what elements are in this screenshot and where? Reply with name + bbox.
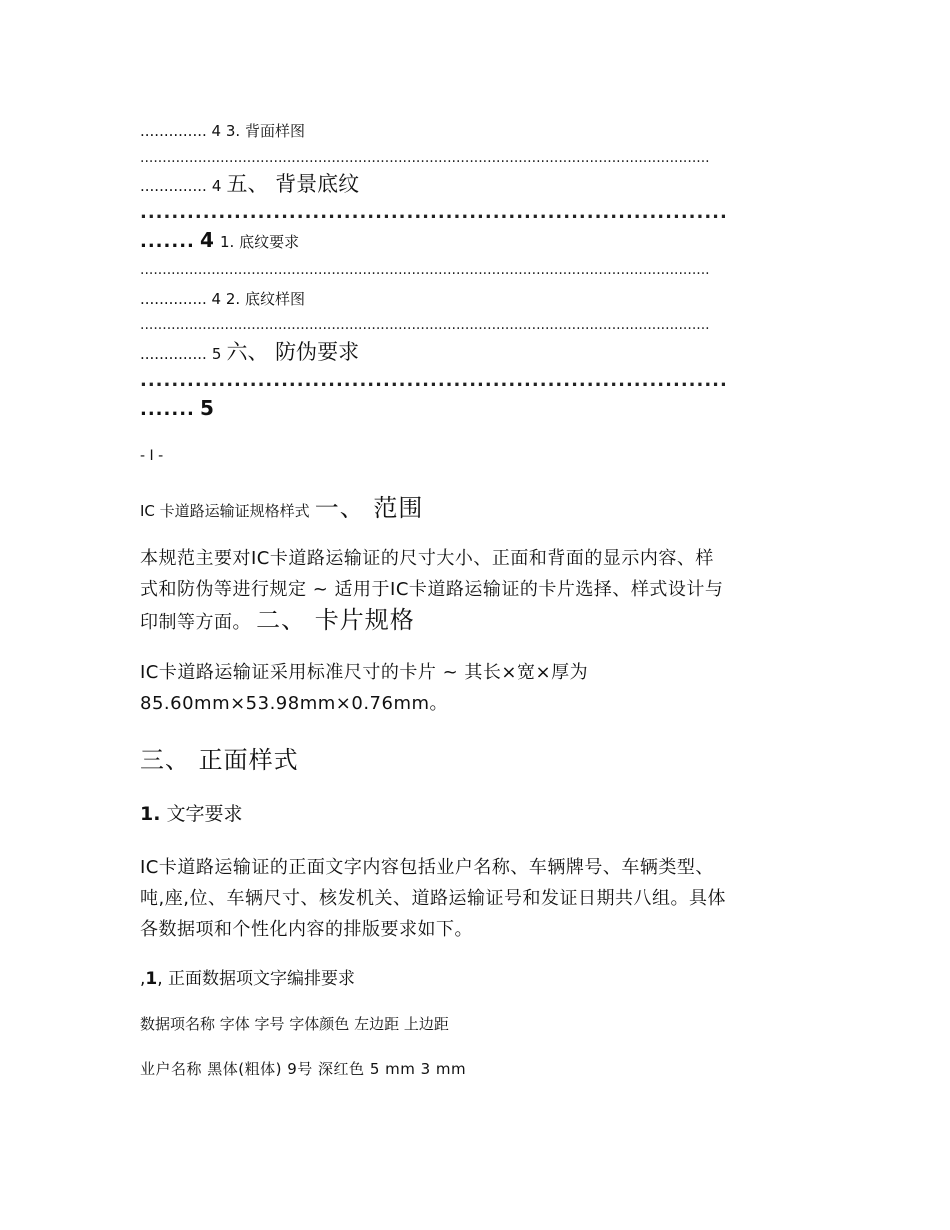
toc-page-number: 4 bbox=[211, 290, 222, 308]
toc-entry-title: 2. 底纹样图 bbox=[225, 290, 305, 308]
toc-leader-line: ................................................................................................................................ bbox=[140, 262, 710, 278]
paragraph-text: 印制等方面。 bbox=[140, 612, 251, 633]
toc-line bbox=[140, 336, 359, 366]
toc-leader-dots: ....... bbox=[140, 231, 195, 252]
toc-page-number: 5 bbox=[211, 345, 222, 363]
caption-title: , 正面数据项文字编排要求 bbox=[157, 969, 356, 989]
section-heading: 二、 卡片规格 bbox=[256, 606, 415, 634]
toc-leader-dots: .............. bbox=[140, 345, 207, 363]
toc-entry-title: 1. 底纹要求 bbox=[219, 233, 300, 251]
toc-line bbox=[140, 228, 299, 252]
table-row: 业户名称 黑体(粗体) 9号 深红色 5 mm 3 mm bbox=[140, 1060, 467, 1078]
doc-running-title: IC 卡道路运输证规格样式 bbox=[140, 502, 310, 520]
section-heading: 一、 范围 bbox=[314, 494, 424, 522]
toc-leader-dots: ....... bbox=[140, 399, 195, 420]
paragraph-line: IC卡道路运输证的正面文字内容包括业户名称、车辆牌号、车辆类型、 bbox=[140, 857, 714, 878]
toc-entry-title: 五、 背景底纹 bbox=[226, 172, 360, 196]
toc-entry-title: 3. 背面样图 bbox=[225, 122, 305, 140]
toc-leader-line: ................................................................................................................................ bbox=[140, 317, 710, 333]
paragraph-line: 85.60mm×53.98mm×0.76mm。 bbox=[140, 693, 449, 714]
table-caption bbox=[140, 964, 355, 989]
subsection-number: 1. bbox=[140, 803, 161, 825]
subsection-heading bbox=[140, 799, 243, 826]
paragraph-line: 吨,座,位、车辆尺寸、核发机关、道路运输证号和发证日期共八组。具体 bbox=[140, 888, 726, 909]
toc-page-number: 4 bbox=[211, 177, 222, 195]
toc-page-number: 4 bbox=[199, 228, 215, 252]
subsection-title: 文字要求 bbox=[166, 803, 243, 825]
toc-entry-title: 六、 防伪要求 bbox=[226, 340, 360, 364]
caption-prefix: , bbox=[140, 969, 146, 989]
toc-line bbox=[140, 120, 305, 141]
toc-line bbox=[140, 288, 305, 309]
table-header-row: 数据项名称 字体 字号 字体颜色 左边距 上边距 bbox=[140, 1015, 449, 1033]
toc-leader-dots: .............. bbox=[140, 177, 207, 195]
paragraph-line: 式和防伪等进行规定 ~ 适用于IC卡道路运输证的卡片选择、样式设计与 bbox=[140, 579, 724, 600]
toc-leader-dots: .............. bbox=[140, 122, 207, 140]
paragraph-line bbox=[140, 600, 415, 635]
toc-line bbox=[140, 168, 359, 198]
toc-leader-dots: .............. bbox=[140, 290, 207, 308]
caption-number: 1 bbox=[145, 969, 158, 989]
toc-page-number: 4 bbox=[211, 122, 222, 140]
toc-leader-line: ................................................................................................................................ bbox=[140, 150, 710, 166]
toc-line bbox=[140, 396, 215, 420]
page-number: - I - bbox=[140, 448, 164, 464]
toc-leader-line: ........................................................................... bbox=[140, 202, 728, 223]
toc-page-number: 5 bbox=[199, 396, 215, 420]
paragraph-line: 各数据项和个性化内容的排版要求如下。 bbox=[140, 919, 473, 940]
paragraph-line: IC卡道路运输证采用标准尺寸的卡片 ~ 其长×宽×厚为 bbox=[140, 662, 589, 683]
toc-leader-line: ........................................................................... bbox=[140, 370, 728, 391]
paragraph-line: 本规范主要对IC卡道路运输证的尺寸大小、正面和背面的显示内容、样 bbox=[140, 548, 714, 569]
section-heading: 三、 正面样式 bbox=[140, 746, 299, 774]
doc-header-line bbox=[140, 488, 423, 523]
